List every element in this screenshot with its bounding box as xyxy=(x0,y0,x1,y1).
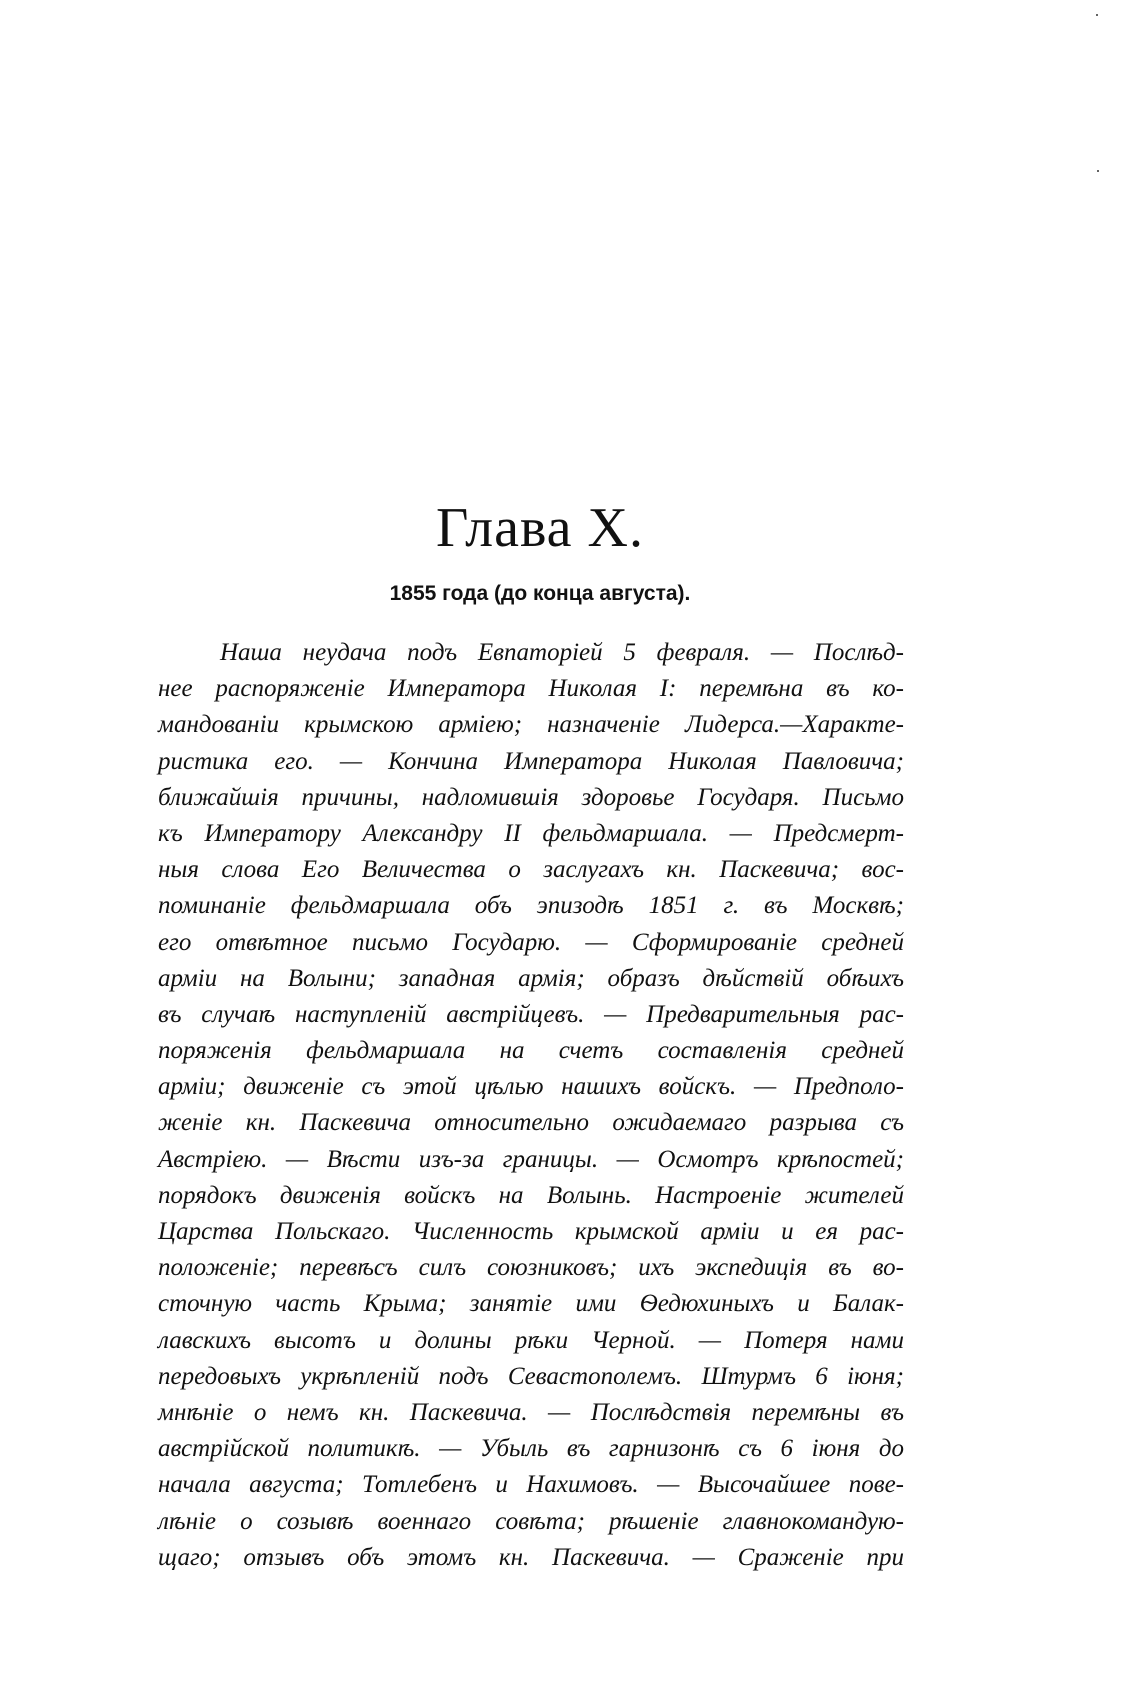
summary-line: сточную часть Крыма; занятіе ими Ѳедюхиныхъ и Балак- xyxy=(158,1290,904,1318)
summary-line: нее распоряженіе Императора Николая I: перемѣна въ ко- xyxy=(158,675,904,703)
summary-line: къ Императору Александру II фельдмаршала. — Предсмерт- xyxy=(158,819,904,847)
summary-line: арміи; движеніе съ этой цѣлью нашихъ войскъ. — Предполо- xyxy=(158,1073,904,1101)
summary-line: Австріею. — Вѣсти изъ-за границы. — Осмотръ крѣпостей; xyxy=(158,1145,904,1173)
summary-line: Наша неудача подъ Евпаторіей 5 февраля. — Послѣд- xyxy=(220,639,904,666)
summary-line: ныя слова Его Величества о заслугахъ кн. Паскевича; вос- xyxy=(158,856,904,884)
summary-line: мнѣніе о немъ кн. Паскевича. — Послѣдствія перемѣны въ xyxy=(158,1398,904,1426)
summary-line: мандованіи крымскою арміею; назначеніе Лидерса.—Характе- xyxy=(158,711,904,739)
scan-speck xyxy=(1096,14,1098,16)
summary-line: Царства Польскаго. Численность крымской арміи и ея рас- xyxy=(158,1218,904,1245)
chapter-subtitle: 1855 года (до конца августа). xyxy=(389,582,691,605)
summary-line: передовыхъ укрѣпленій подъ Севастополемъ. Штурмъ 6 іюня; xyxy=(158,1362,904,1390)
summary-line: австрійской политикѣ. — Убыль въ гарнизонѣ съ 6 іюня до xyxy=(158,1435,904,1463)
summary-line: щаго; отзывъ объ этомъ кн. Паскевича. — Сраженіе при xyxy=(158,1543,904,1571)
summary-line: ристика его. — Кончина Императора Николая Павловича; xyxy=(158,747,904,775)
summary-line: поминаніе фельдмаршала объ эпизодѣ 1851 г. въ Москвѣ; xyxy=(158,892,904,920)
summary-line: лавскихъ высотъ и долины рѣки Черной. — Потеря нами xyxy=(158,1326,904,1354)
summary-line: порядокъ движенія войскъ на Волынь. Настроеніе жителей xyxy=(158,1181,904,1209)
summary-line: его отвѣтное письмо Государю. — Сформированіе средней xyxy=(158,928,904,956)
chapter-title: Глава X. xyxy=(436,497,644,559)
chapter-summary xyxy=(158,635,904,1576)
summary-line: поряженія фельдмаршала на счетъ составленія средней xyxy=(158,1037,904,1065)
scan-speck xyxy=(1097,170,1099,172)
summary-line: въ случаѣ наступленій австрійцевъ. — Предварительныя рас- xyxy=(158,1000,904,1028)
summary-line: лѣніе о созывѣ военнаго совѣта; рѣшеніе главнокомандую- xyxy=(158,1507,904,1535)
summary-line: положеніе; перевѣсъ силъ союзниковъ; ихъ экспедиція въ во- xyxy=(158,1254,904,1282)
summary-line: ближайшія причины, надломившія здоровье Государя. Письмо xyxy=(158,783,904,811)
summary-line: арміи на Волыни; западная армія; образъ дѣйствій обѣихъ xyxy=(158,964,904,992)
summary-line: женіе кн. Паскевича относительно ожидаемаго разрыва съ xyxy=(158,1109,904,1137)
summary-line: начала августа; Тотлебенъ и Нахимовъ. — Высочайшее пове- xyxy=(158,1471,904,1499)
